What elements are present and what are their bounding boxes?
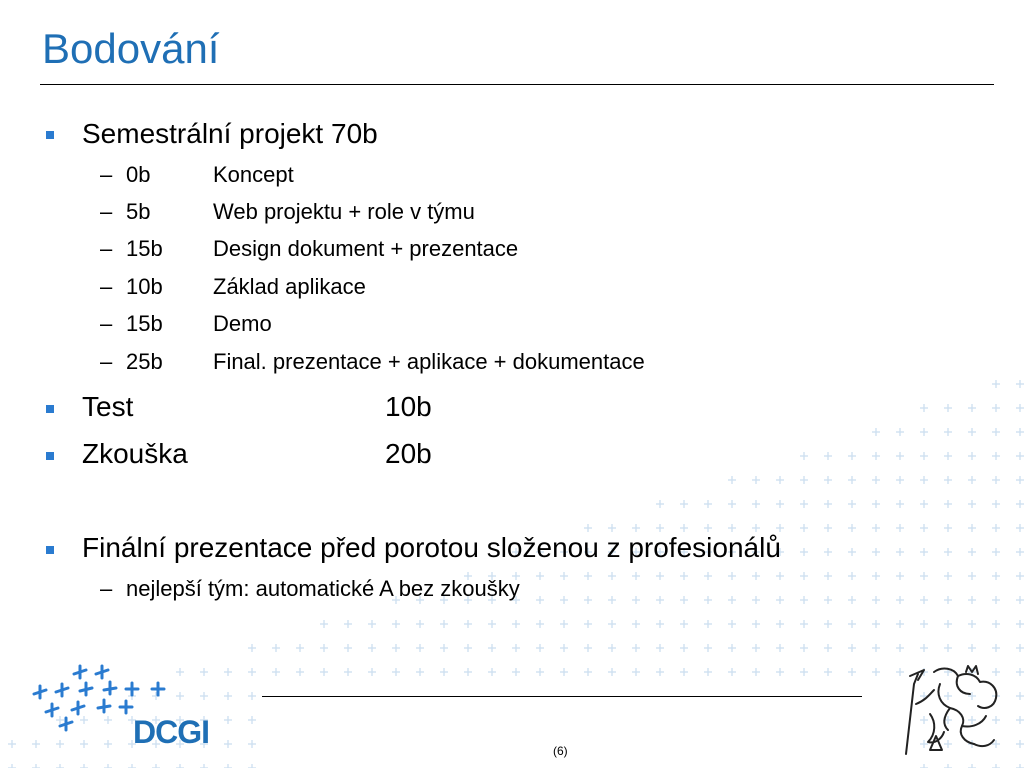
background-plus-mark (224, 764, 232, 768)
background-plus-mark (800, 548, 808, 556)
background-plus-mark (536, 644, 544, 652)
sub-dash: – (100, 199, 113, 224)
background-plus-mark (656, 668, 664, 676)
background-plus-mark (1016, 620, 1024, 628)
background-plus-mark (344, 644, 352, 652)
background-plus-mark (608, 668, 616, 676)
background-plus-mark (632, 668, 640, 676)
background-plus-mark (1016, 404, 1024, 412)
background-plus-mark (800, 524, 808, 532)
background-plus-mark (824, 596, 832, 604)
background-plus-mark (920, 764, 928, 768)
background-plus-mark (584, 572, 592, 580)
background-plus-mark (752, 476, 760, 484)
background-plus-mark (896, 476, 904, 484)
background-plus-mark (680, 668, 688, 676)
background-plus-mark (320, 668, 328, 676)
background-plus-mark (992, 500, 1000, 508)
background-plus-mark (776, 572, 784, 580)
background-plus-mark (824, 668, 832, 676)
background-plus-mark (1016, 500, 1024, 508)
background-plus-mark (848, 596, 856, 604)
background-plus-mark (728, 476, 736, 484)
background-plus-mark (776, 524, 784, 532)
background-plus-mark (800, 668, 808, 676)
background-plus-mark (80, 764, 88, 768)
background-plus-mark (464, 668, 472, 676)
background-plus-mark (848, 620, 856, 628)
background-plus-mark (992, 380, 1000, 388)
sub-item-points: 0b (126, 162, 151, 187)
background-plus-mark (176, 764, 184, 768)
background-plus-mark (896, 596, 904, 604)
background-plus-mark (800, 572, 808, 580)
background-plus-mark (920, 620, 928, 628)
background-plus-mark (1016, 644, 1024, 652)
background-plus-mark (896, 548, 904, 556)
background-plus-mark (656, 524, 664, 532)
bullet-test-points: 10b (385, 391, 432, 422)
background-plus-mark (56, 764, 64, 768)
background-plus-mark (560, 620, 568, 628)
background-plus-mark (872, 668, 880, 676)
background-plus-mark (680, 620, 688, 628)
background-plus-mark (896, 452, 904, 460)
bullet-exam-points: 20b (385, 438, 432, 469)
background-plus-mark (512, 644, 520, 652)
background-plus-mark (968, 548, 976, 556)
background-plus-mark (632, 572, 640, 580)
background-plus-mark (848, 572, 856, 580)
background-plus-mark (872, 644, 880, 652)
background-plus-mark (872, 548, 880, 556)
background-plus-mark (728, 620, 736, 628)
sub-item-points: 10b (126, 274, 163, 299)
background-plus-mark (680, 572, 688, 580)
background-plus-mark (920, 548, 928, 556)
background-plus-mark (872, 572, 880, 580)
background-plus-mark (536, 572, 544, 580)
background-plus-mark (944, 644, 952, 652)
background-plus-mark (968, 644, 976, 652)
background-plus-mark (776, 644, 784, 652)
background-plus-mark (392, 668, 400, 676)
background-plus-mark (944, 476, 952, 484)
background-plus-mark (560, 644, 568, 652)
background-plus-mark (368, 620, 376, 628)
background-plus-mark (920, 404, 928, 412)
background-plus-mark (608, 596, 616, 604)
background-plus-mark (896, 620, 904, 628)
background-plus-mark (920, 428, 928, 436)
background-plus-mark (488, 620, 496, 628)
background-plus-mark (680, 524, 688, 532)
background-plus-mark (248, 644, 256, 652)
background-plus-mark (800, 596, 808, 604)
sub-item-label: Final. prezentace + aplikace + dokumentace (213, 349, 645, 374)
background-plus-mark (1016, 452, 1024, 460)
background-plus-mark (752, 524, 760, 532)
background-plus-mark (944, 572, 952, 580)
background-plus-mark (848, 548, 856, 556)
background-plus-mark (968, 572, 976, 580)
background-plus-mark (896, 500, 904, 508)
background-plus-mark (992, 476, 1000, 484)
background-plus-mark (632, 620, 640, 628)
bullet-exam: Zkouška (82, 438, 188, 469)
background-plus-mark (872, 428, 880, 436)
background-plus-mark (848, 476, 856, 484)
background-plus-mark (776, 500, 784, 508)
background-plus-mark (800, 620, 808, 628)
background-plus-mark (992, 524, 1000, 532)
background-plus-mark (824, 548, 832, 556)
background-plus-mark (704, 572, 712, 580)
background-plus-mark (992, 428, 1000, 436)
background-plus-mark (920, 644, 928, 652)
background-plus-mark (296, 668, 304, 676)
background-plus-mark (944, 620, 952, 628)
background-plus-mark (632, 524, 640, 532)
footer-divider (262, 696, 862, 697)
background-plus-mark (704, 668, 712, 676)
background-plus-mark (8, 740, 16, 748)
background-plus-mark (320, 620, 328, 628)
background-plus-mark (656, 644, 664, 652)
background-plus-mark (944, 404, 952, 412)
background-plus-mark (920, 476, 928, 484)
background-plus-mark (608, 572, 616, 580)
background-plus-mark (344, 668, 352, 676)
background-plus-mark (800, 452, 808, 460)
sub-dash: – (100, 274, 113, 299)
background-plus-mark (992, 452, 1000, 460)
background-plus-mark (632, 644, 640, 652)
background-plus-mark (704, 500, 712, 508)
background-plus-mark (560, 668, 568, 676)
background-plus-mark (200, 764, 208, 768)
background-plus-mark (584, 620, 592, 628)
background-plus-mark (896, 572, 904, 580)
background-plus-mark (800, 476, 808, 484)
background-plus-mark (248, 716, 256, 724)
background-plus-mark (920, 596, 928, 604)
background-plus-mark (656, 572, 664, 580)
background-plus-mark (704, 620, 712, 628)
background-plus-mark (896, 428, 904, 436)
background-plus-mark (1016, 572, 1024, 580)
background-plus-mark (728, 524, 736, 532)
background-plus-mark (560, 572, 568, 580)
background-plus-mark (992, 548, 1000, 556)
background-plus-mark (824, 476, 832, 484)
background-plus-mark (848, 452, 856, 460)
background-plus-mark (1016, 548, 1024, 556)
background-plus-mark (824, 620, 832, 628)
background-plus-mark (776, 476, 784, 484)
background-plus-mark (536, 596, 544, 604)
background-plus-mark (248, 668, 256, 676)
background-plus-mark (992, 596, 1000, 604)
background-plus-mark (848, 644, 856, 652)
background-plus-mark (1016, 428, 1024, 436)
background-plus-mark (920, 500, 928, 508)
background-plus-mark (848, 524, 856, 532)
background-plus-mark (8, 764, 16, 768)
background-plus-mark (512, 668, 520, 676)
background-plus-mark (104, 764, 112, 768)
background-plus-mark (968, 620, 976, 628)
background-plus-mark (128, 764, 136, 768)
sub-item-points: 15b (126, 236, 163, 261)
background-plus-mark (872, 500, 880, 508)
background-plus-mark (536, 668, 544, 676)
background-plus-mark (1016, 476, 1024, 484)
sub-item-label: Základ aplikace (213, 274, 366, 299)
background-plus-mark (800, 644, 808, 652)
background-plus-mark (416, 644, 424, 652)
background-plus-mark (536, 620, 544, 628)
title-divider (40, 84, 994, 85)
background-plus-mark (248, 740, 256, 748)
background-plus-mark (296, 644, 304, 652)
cvut-lion-logo (900, 664, 1006, 756)
sub-dash: – (100, 162, 113, 187)
background-plus-mark (440, 620, 448, 628)
background-plus-mark (752, 596, 760, 604)
bullet-semestral-project: Semestrální projekt 70b (82, 118, 378, 149)
background-plus-mark (944, 596, 952, 604)
sub-dash: – (100, 311, 113, 336)
background-plus-mark (872, 452, 880, 460)
dcgi-logo-text: DCGI (133, 714, 209, 750)
sub-item-label: Web projektu + role v týmu (213, 199, 475, 224)
background-plus-mark (824, 524, 832, 532)
background-plus-mark (584, 644, 592, 652)
background-plus-mark (1016, 716, 1024, 724)
sub-item-points: 5b (126, 199, 151, 224)
bullet-marker (46, 131, 54, 139)
background-plus-mark (584, 668, 592, 676)
bullet-marker (46, 546, 54, 554)
background-plus-mark (944, 452, 952, 460)
background-plus-mark (776, 620, 784, 628)
background-plus-mark (992, 572, 1000, 580)
page-number: (6) (553, 744, 568, 758)
background-plus-mark (632, 596, 640, 604)
background-plus-mark (584, 596, 592, 604)
sub-item-points: 25b (126, 349, 163, 374)
sub-dash: – (100, 349, 113, 374)
background-plus-mark (512, 620, 520, 628)
background-plus-mark (584, 524, 592, 532)
background-plus-mark (800, 500, 808, 508)
background-plus-mark (992, 764, 1000, 768)
background-plus-mark (704, 644, 712, 652)
background-plus-mark (344, 620, 352, 628)
background-plus-mark (968, 764, 976, 768)
background-plus-mark (248, 764, 256, 768)
background-plus-mark (560, 596, 568, 604)
background-plus-mark (728, 500, 736, 508)
background-plus-mark (872, 596, 880, 604)
background-plus-mark (992, 404, 1000, 412)
background-plus-mark (896, 524, 904, 532)
background-plus-mark (488, 644, 496, 652)
bullet-final-presentation: Finální prezentace před porotou složenou z profesionálů (82, 532, 781, 563)
background-plus-mark (368, 644, 376, 652)
background-plus-mark (944, 524, 952, 532)
background-plus-mark (872, 524, 880, 532)
background-plus-mark (992, 644, 1000, 652)
background-plus-mark (872, 620, 880, 628)
background-plus-mark (440, 644, 448, 652)
background-plus-mark (752, 644, 760, 652)
sub-item-points: 15b (126, 311, 163, 336)
background-plus-mark (776, 668, 784, 676)
background-plus-mark (920, 524, 928, 532)
background-plus-mark (872, 476, 880, 484)
background-plus-mark (728, 644, 736, 652)
background-plus-mark (704, 524, 712, 532)
background-plus-mark (680, 596, 688, 604)
bullet-marker (46, 405, 54, 413)
background-plus-mark (944, 548, 952, 556)
background-plus-mark (272, 668, 280, 676)
background-plus-mark (32, 764, 40, 768)
sub-item-label: Koncept (213, 162, 294, 187)
background-plus-mark (608, 524, 616, 532)
background-plus-mark (440, 668, 448, 676)
background-plus-mark (848, 500, 856, 508)
background-plus-mark (944, 764, 952, 768)
background-plus-mark (416, 620, 424, 628)
sub-dash: – (100, 576, 113, 601)
background-plus-mark (824, 500, 832, 508)
background-plus-mark (968, 524, 976, 532)
slide-title: Bodování (42, 25, 220, 72)
background-plus-mark (1016, 596, 1024, 604)
background-plus-mark (968, 404, 976, 412)
background-plus-mark (992, 620, 1000, 628)
background-plus-mark (752, 500, 760, 508)
background-plus-mark (1016, 692, 1024, 700)
background-plus-mark (824, 644, 832, 652)
background-plus-mark (464, 644, 472, 652)
background-plus-mark (488, 668, 496, 676)
background-plus-mark (248, 692, 256, 700)
background-plus-mark (944, 500, 952, 508)
background-plus-mark (920, 452, 928, 460)
background-plus-mark (1016, 764, 1024, 768)
background-plus-mark (896, 644, 904, 652)
background-plus-mark (752, 572, 760, 580)
sub-item-label: Design dokument + prezentace (213, 236, 519, 261)
background-plus-mark (944, 428, 952, 436)
background-plus-mark (752, 620, 760, 628)
background-plus-mark (152, 764, 160, 768)
background-plus-mark (728, 596, 736, 604)
background-plus-mark (608, 620, 616, 628)
background-plus-mark (728, 572, 736, 580)
background-plus-mark (392, 620, 400, 628)
background-plus-mark (1016, 524, 1024, 532)
background-plus-mark (968, 428, 976, 436)
bullet-test: Test (82, 391, 134, 422)
background-plus-mark (416, 668, 424, 676)
background-plus-mark (824, 572, 832, 580)
background-plus-mark (968, 596, 976, 604)
sub-item-label: Demo (213, 311, 272, 336)
background-plus-mark (680, 644, 688, 652)
background-plus-mark (608, 644, 616, 652)
background-plus-mark (848, 668, 856, 676)
background-plus-mark (1016, 740, 1024, 748)
background-plus-mark (656, 620, 664, 628)
background-plus-mark (968, 476, 976, 484)
background-plus-mark (752, 668, 760, 676)
background-plus-mark (656, 596, 664, 604)
bullet-marker (46, 452, 54, 460)
background-plus-mark (968, 500, 976, 508)
background-plus-mark (1016, 668, 1024, 676)
background-plus-mark (464, 620, 472, 628)
background-plus-mark (704, 596, 712, 604)
background-plus-mark (1016, 380, 1024, 388)
background-plus-mark (368, 668, 376, 676)
sub-item-best-team: nejlepší tým: automatické A bez zkoušky (126, 576, 520, 601)
sub-dash: – (100, 236, 113, 261)
background-plus-mark (824, 452, 832, 460)
background-plus-mark (272, 644, 280, 652)
background-plus-mark (656, 500, 664, 508)
background-plus-mark (968, 452, 976, 460)
background-plus-mark (680, 500, 688, 508)
background-plus-mark (920, 572, 928, 580)
background-plus-mark (392, 644, 400, 652)
background-plus-mark (728, 668, 736, 676)
background-plus-mark (776, 596, 784, 604)
background-plus-mark (320, 644, 328, 652)
